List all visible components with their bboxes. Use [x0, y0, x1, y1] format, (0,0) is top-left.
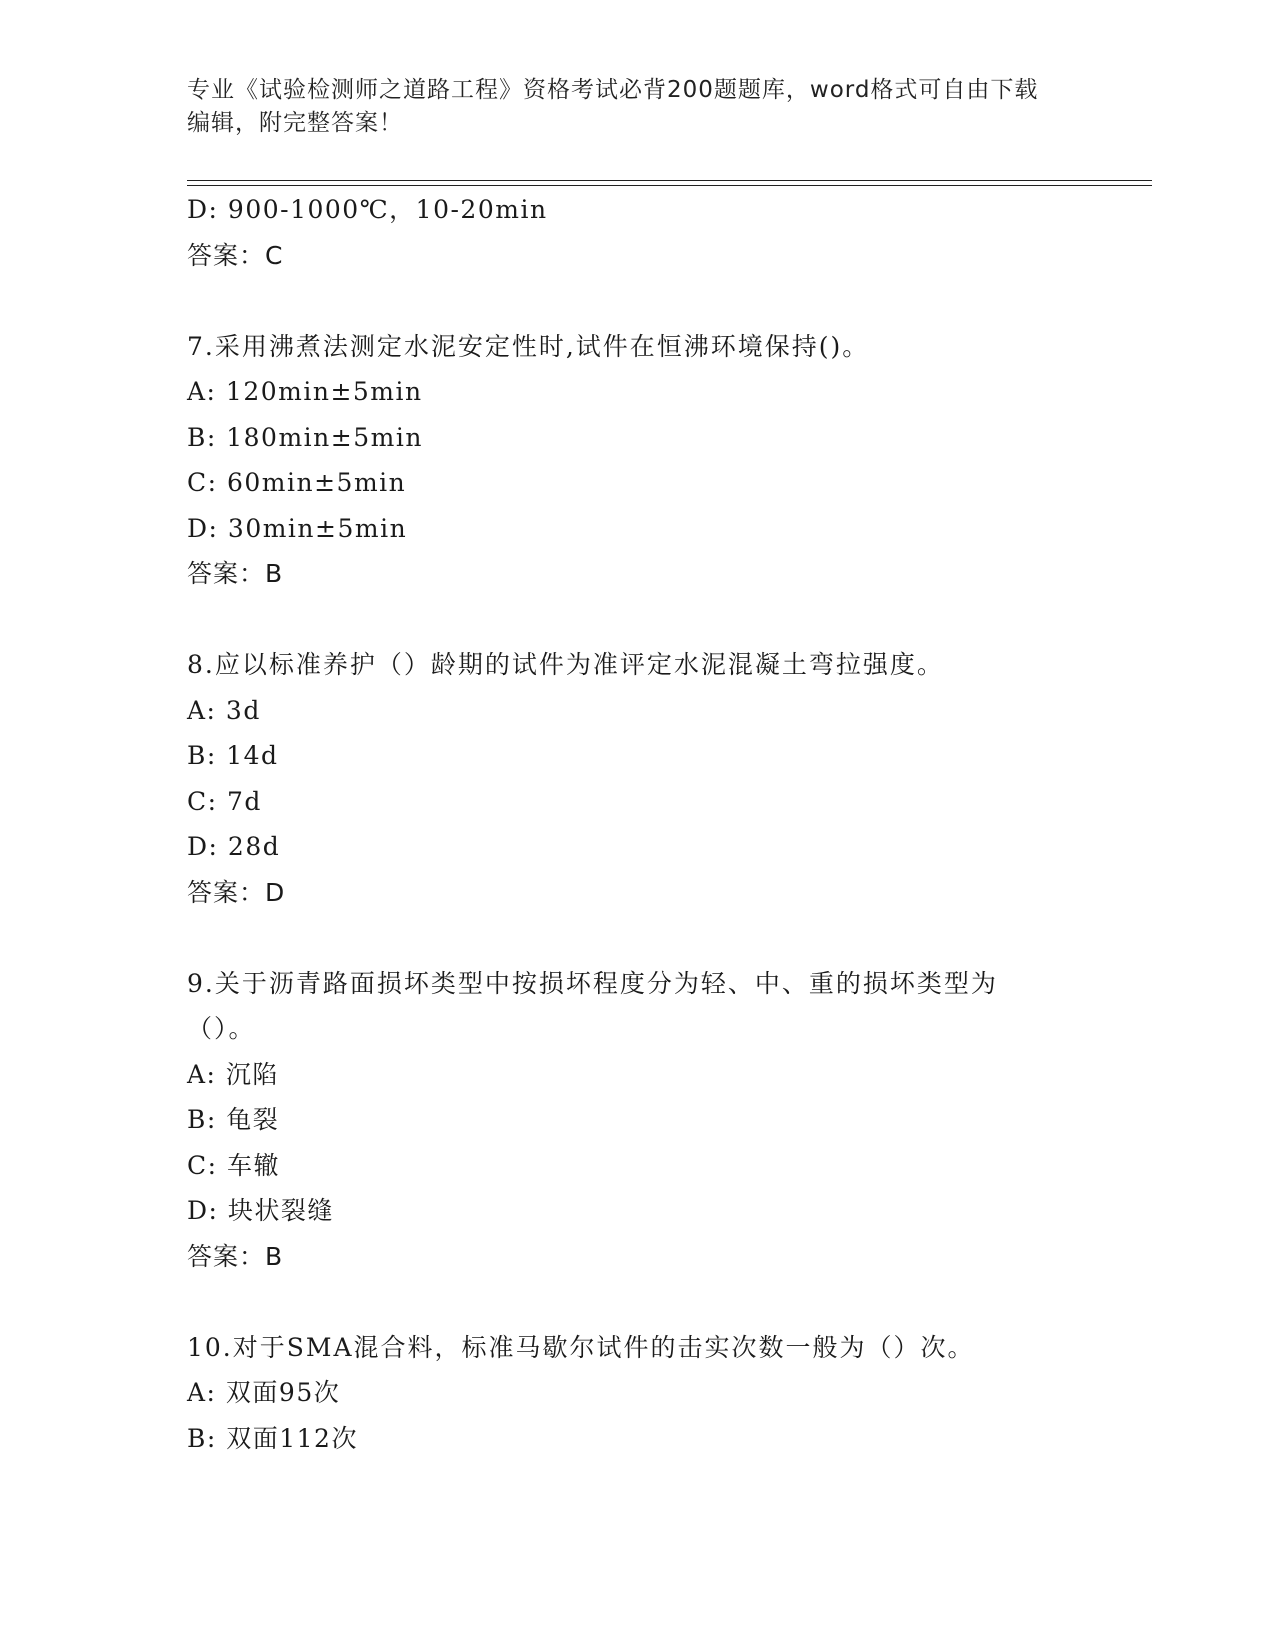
option-a: A: 3d	[187, 695, 261, 725]
option-a: A: 120min±5min	[187, 377, 423, 406]
question-7	[187, 324, 1087, 597]
question-content	[187, 187, 1087, 1461]
option-a: A: 沉陷	[187, 1059, 279, 1089]
spacer	[187, 597, 1087, 643]
option-b: B: 180min±5min	[187, 422, 423, 452]
answer: 答案：B	[187, 559, 284, 588]
question-stem: 7.采用沸煮法测定水泥安定性时,试件在恒沸环境保持()。	[187, 331, 870, 361]
spacer	[187, 915, 1087, 961]
question-stem: 9.关于沥青路面损坏类型中按损坏程度分为轻、中、重的损坏类型为（）。	[187, 968, 998, 1043]
option-b: B: 14d	[187, 741, 279, 770]
option-d: D: 28d	[187, 832, 281, 861]
question-10	[187, 1325, 1087, 1462]
option-d: D: 块状裂缝	[187, 1196, 334, 1225]
option-b: B: 龟裂	[187, 1105, 280, 1134]
prev-question-answer: 答案：C	[187, 240, 284, 270]
option-c: C: 7d	[187, 786, 262, 816]
option-b: B: 双面112次	[187, 1423, 358, 1453]
prev-question-option-d: D: 900-1000℃，10-20min	[187, 195, 548, 224]
answer: 答案：B	[187, 1241, 284, 1271]
option-a: A: 双面95次	[187, 1378, 341, 1407]
answer: 答案：D	[187, 877, 286, 907]
option-c: C: 60min±5min	[187, 468, 407, 497]
option-d: D: 30min±5min	[187, 513, 408, 543]
option-c: C: 车辙	[187, 1150, 280, 1180]
document-header	[187, 74, 1077, 140]
header-divider-top	[187, 180, 1152, 181]
question-stem: 10.对于SMA混合料，标准马歇尔试件的击实次数一般为（）次。	[187, 1332, 975, 1362]
header-title-line-2: 编辑，附完整答案！	[187, 110, 403, 136]
spacer	[187, 1279, 1087, 1325]
header-divider-bottom	[187, 185, 1152, 186]
spacer	[187, 278, 1087, 324]
question-stem: 8.应以标准养护（）龄期的试件为准评定水泥混凝土弯拉强度。	[187, 650, 944, 679]
header-title-line-1: 专业《试验检测师之道路工程》资格考试必背200题题库，word格式可自由下载	[187, 77, 1039, 103]
question-8	[187, 642, 1087, 915]
question-9	[187, 961, 1087, 1280]
